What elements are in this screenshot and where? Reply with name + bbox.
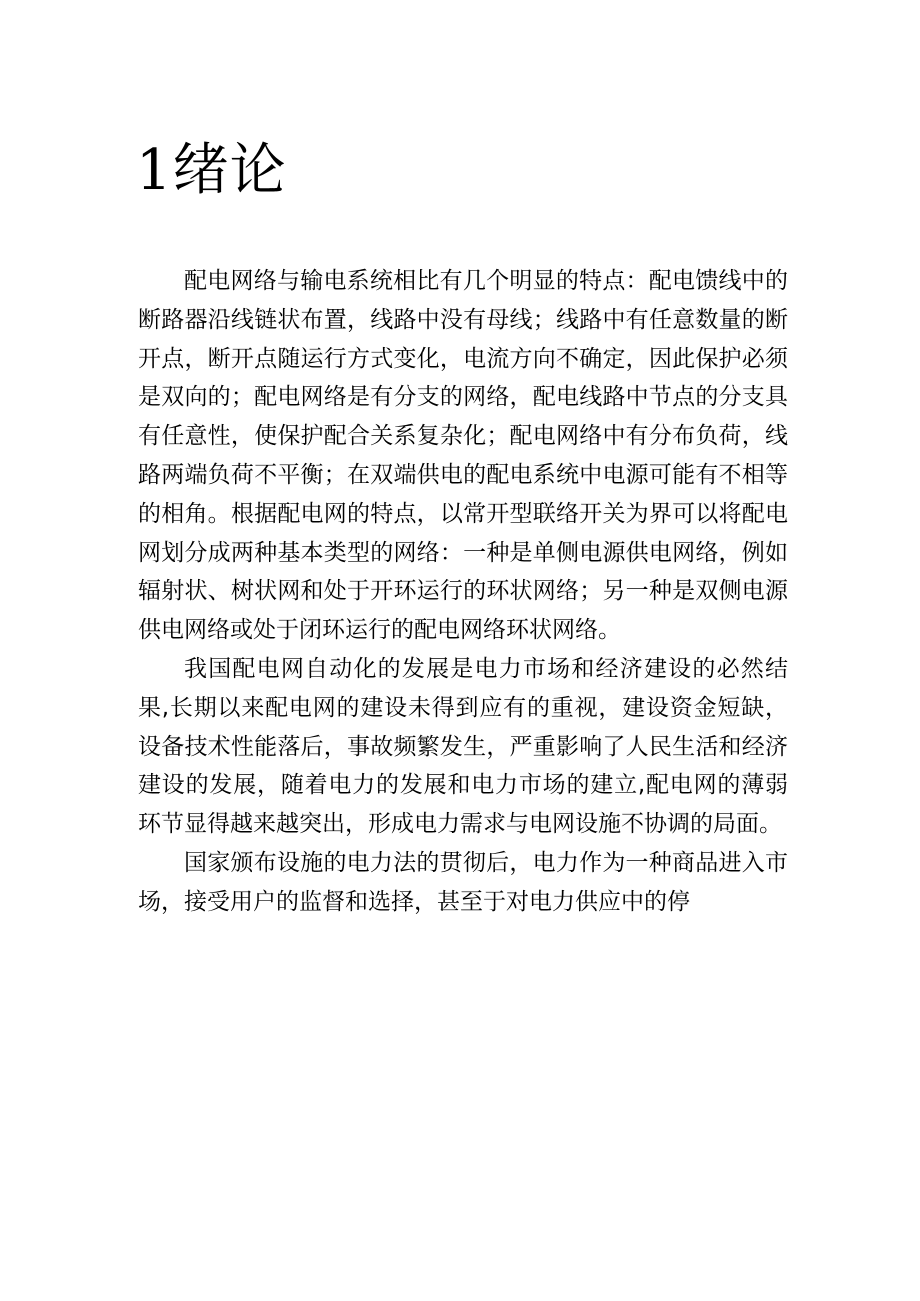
body-text	[138, 262, 788, 922]
paragraph: 配电网络与输电系统相比有几个明显的特点：配电馈线中的断路器沿线链状布置，线路中没有母线；线路中有任意数量的断开点，断开点随运行方式变化，电流方向不确定，因此保护必须是双向的；配电网络是有分支的网络，配电线路中节点的分支具有任意性，使保护配合关系复杂化；配电网络中有分布负荷，线路两端负荷不平衡；在双端供电的配电系统中电源可能有不相等的相角。根据配电网的特点，以常开型联络开关为界可以将配电网划分成两种基本类型的网络：一种是单侧电源供电网络，例如辐射状、树状网和处于开环运行的环状网络；另一种是双侧电源供电网络或处于闭环运行的配电网络环状网络。	[138, 268, 788, 644]
paragraph: 国家颁布设施的电力法的贯彻后，电力作为一种商品进入市场，接受用户的监督和选择，甚至于对电力供应中的停	[138, 849, 788, 915]
chapter-title: 1绪论	[136, 138, 287, 203]
paragraph: 我国配电网自动化的发展是电力市场和经济建设的必然结果,长期以来配电网的建设未得到应有的重视，建设资金短缺，设备技术性能落后，事故频繁发生，严重影响了人民生活和经济建设的发展，随着电力的发展和电力市场的建立,配电网的薄弱环节显得越来越突出，形成电力需求与电网设施不协调的局面。	[138, 655, 788, 838]
